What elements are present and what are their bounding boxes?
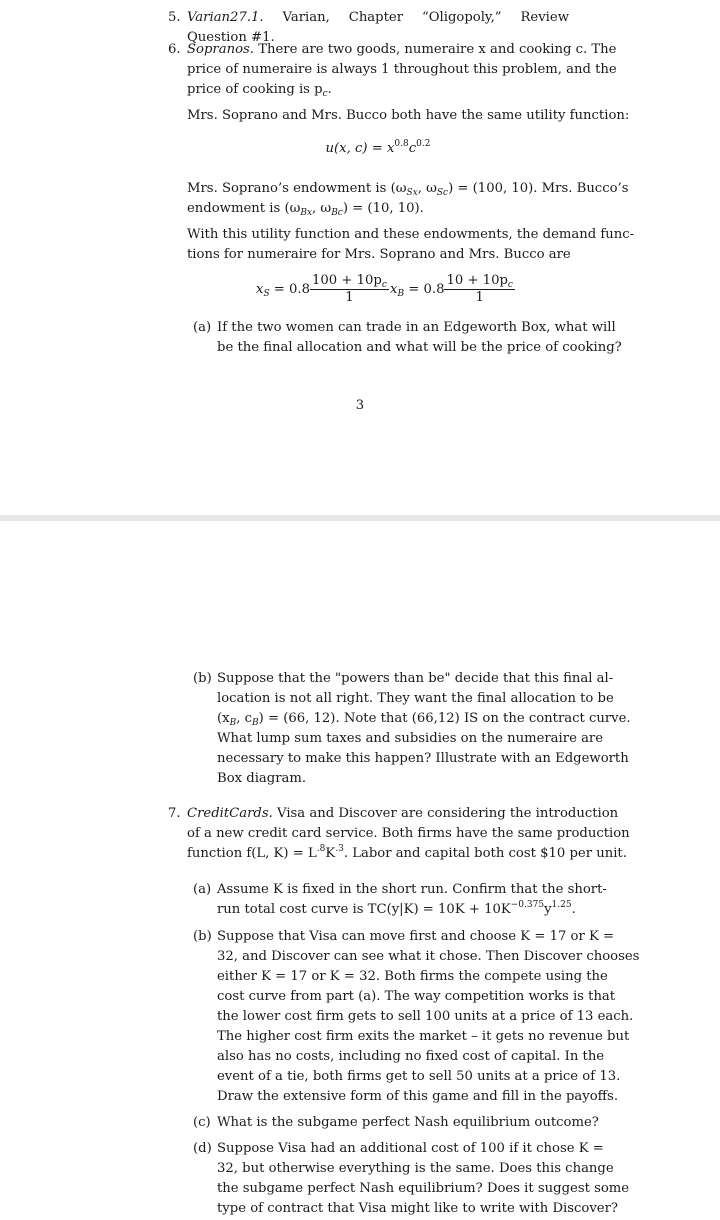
- demand-paragraph: [187, 225, 635, 265]
- endowment-line-1: Mrs. Soprano’s endowment is ($\omega_{Sx}$, $\omega_{Sc}) = (100$, 10). Mrs. Bucco’s: [187, 181, 629, 198]
- question-6-title: Sopranos.: [187, 42, 254, 57]
- q7-part-d-line-3: the subgame perfect Nash equilibrium? Does it suggest some: [217, 1181, 630, 1196]
- q7-part-d-line-1: Suppose Visa had an additional cost of 100 if it chose K =: [217, 1141, 604, 1156]
- q7-part-a-label: (a): [193, 882, 212, 897]
- bucco-fraction: $\frac{10 + 10p_c}{1}$: [446, 273, 513, 305]
- q7-part-b-line-2: 32, and Discover can see what it chose. Then Discover chooses: [217, 949, 640, 964]
- question-7-title: CreditCards.: [187, 806, 273, 821]
- q7-part-b-line-7: also has no costs, including no fixed cost of capital. In the: [217, 1049, 605, 1064]
- part-b-line-2: location is not all right. They want the final allocation to be: [217, 691, 614, 706]
- question-5-number: 5.: [168, 10, 181, 25]
- endowment-paragraph: [187, 179, 629, 219]
- question-7-line-1: Visa and Discover are considering the introduction: [277, 806, 619, 821]
- utility-lhs: u(x, c) = x: [325, 141, 395, 156]
- part-b-line-4: What lump sum taxes and subsidies on the numeraire are: [217, 731, 604, 746]
- q7-part-b-line-5: the lower cost firm gets to sell 100 units at a price of 13 each.: [217, 1009, 634, 1024]
- endowment-line-2: endowment is ($\omega_{Bx}$, $\omega_{Bc}) = (10$, 10).: [187, 201, 424, 218]
- q7-part-a-line-2: run total cost curve is $TC(y|K) = 10K + 10K^{-0.375}y^{1.25}$.: [217, 900, 576, 917]
- question-7-intro: [187, 804, 630, 864]
- utility-equation: [187, 139, 569, 159]
- q7-part-b-line-8: event of a tie, both firms get to sell 50 units at a price of 13.: [217, 1069, 621, 1084]
- question-7-line-2: of a new credit card service. Both firms have the same production: [187, 826, 630, 841]
- utility-intro-text: Mrs. Soprano and Mrs. Bucco both have the same utility function:: [187, 108, 630, 123]
- demand-equation-soprano: $x_S = 0.8$ $\frac{100 + 10p_c}{1}$: [256, 273, 387, 305]
- question-6-number: 6.: [168, 42, 181, 57]
- utility-exp-c: 0.2: [416, 139, 431, 149]
- part-b-line-5: necessary to make this happen? Illustrate with an Edgeworth: [217, 751, 629, 766]
- demand-line-2: tions for numeraire for Mrs. Soprano and Mrs. Bucco are: [187, 247, 571, 262]
- q7-part-b-label: (b): [193, 929, 212, 944]
- q7-part-b-line-3: either K = 17 or K = 32. Both firms the compete using the: [217, 969, 608, 984]
- q7-part-b-line-4: cost curve from part (a). The way competition works is that: [217, 989, 616, 1004]
- utility-exp-x: 0.8: [394, 139, 409, 149]
- page-1: [0, 0, 720, 515]
- demand-line-1: With this utility function and these endowments, the demand func-: [187, 227, 635, 242]
- soprano-fraction: $\frac{100 + 10p_c}{1}$: [312, 273, 387, 305]
- q7-part-b-line-1: Suppose that Visa can move first and choose K = 17 or K =: [217, 929, 615, 944]
- q7-part-d-line-2: 32, but otherwise everything is the same. Does this change: [217, 1161, 614, 1176]
- question-7-number: 7.: [168, 806, 181, 821]
- page-2: [0, 521, 720, 1220]
- part-b-line-1: Suppose that the "powers than be" decide that this final al-: [217, 671, 614, 686]
- part-b-line-3: ($x_B$, $c_B) = (66$, 12). Note that (66,12) IS on the contract curve.: [217, 711, 631, 728]
- q7-part-d-line-4: type of contract that Visa might like to write with Discover?: [217, 1201, 618, 1216]
- q7-part-b-line-9: Draw the extensive form of this game and fill in the payoffs.: [217, 1089, 619, 1104]
- question-6-line-2: price of numeraire is always 1 throughout this problem, and the: [187, 62, 617, 77]
- demand-equation-bucco: $x_B = 0.8$ $\frac{10 + 10p_c}{1}$: [390, 273, 513, 305]
- part-b-line-6: Box diagram.: [217, 771, 307, 786]
- q7-part-d-label: (d): [193, 1141, 212, 1156]
- part-a-line-1: If the two women can trade in an Edgeworth Box, what will: [217, 320, 616, 335]
- part-a-line-2: be the final allocation and what will be the price of cooking?: [217, 340, 622, 355]
- page-number: 3: [355, 398, 365, 413]
- q7-part-c-label: (c): [193, 1115, 211, 1130]
- question-5-title: Varian27.1.: [187, 10, 264, 25]
- question-6-line-3: price of cooking is $p_c$.: [187, 82, 332, 99]
- part-a-label: (a): [193, 320, 212, 335]
- question-7-line-3: function f(L, $K) = L^{.8}K^{.3}$. Labor and capital both cost $10 per unit.: [187, 844, 627, 861]
- question-6-intro: [187, 40, 617, 100]
- utility-intro: [187, 106, 630, 126]
- part-b-label: (b): [193, 671, 212, 686]
- question-6-line-1: There are two goods, numeraire x and cooking c. The: [258, 42, 617, 57]
- q7-part-c-line-1: What is the subgame perfect Nash equilibrium outcome?: [217, 1115, 599, 1130]
- q7-part-a-line-1: Assume K is fixed in the short run. Confirm that the short-: [217, 882, 607, 897]
- question-5-body: Varian, Chapter “Oligopoly,” Review Question #1.: [187, 10, 569, 45]
- utility-c: c: [408, 141, 417, 156]
- q7-part-b-line-6: The higher cost firm exits the market – it gets no revenue but: [217, 1029, 630, 1044]
